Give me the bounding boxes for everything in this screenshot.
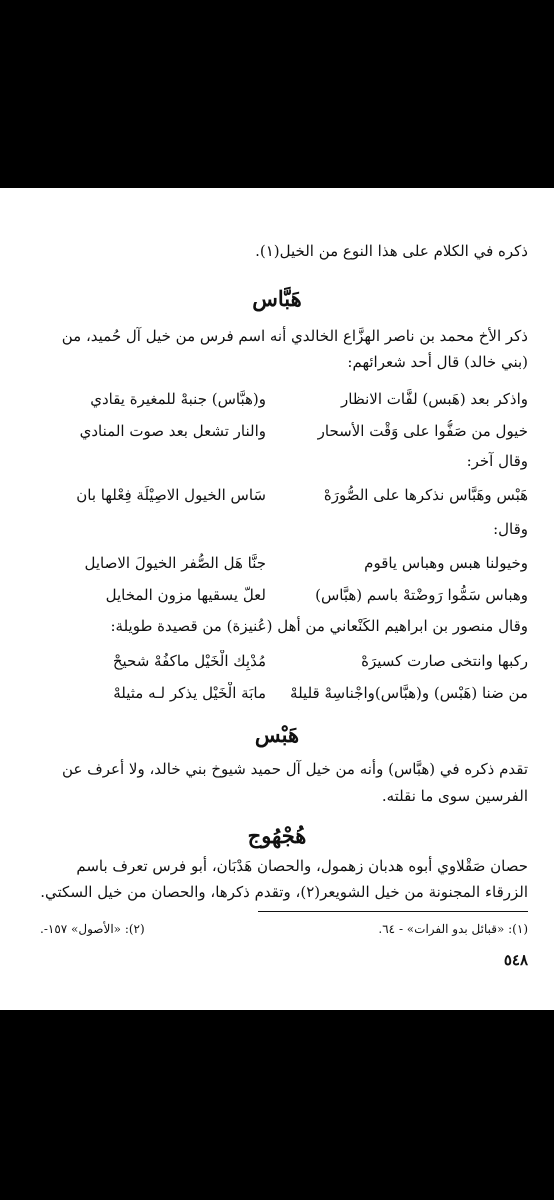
verse-intro: وقال منصور بن ابراهيم الكَنْعاني من أهل (عُنيزة) من قصيدة طويلة: (110, 617, 528, 635)
paragraph-line: (بني خالد) قال أحد شعرائهم: (347, 353, 528, 371)
verse-hemistich: وهباس سَمُّوا رَوضْتهْ باسم (هبَّاس) (315, 586, 528, 604)
verse-line (26, 584, 528, 606)
verse-intro: وقال آخر: (466, 452, 528, 470)
page-number: ٥٤٨ (503, 951, 528, 969)
section-title-habs: هَبْس (254, 722, 300, 747)
section-title-habbas: هَبَّاس (252, 286, 302, 311)
footnote-1: (١): «قبائل بدو الفرات» - ٦٤. (378, 922, 528, 936)
verse-hemistich: مابَة الْخَيْل يذكر لـه مثيلهْ (113, 684, 266, 702)
verse-hemistich: والنار تشعل بعد صوت المنادي (79, 422, 266, 440)
verse-hemistich: وخيولنا هبس وهباس ياقوم (364, 554, 528, 572)
verse-hemistich: مُدْبِك الْخَيْل ماكفُهْ شحيحْ (112, 652, 266, 670)
paragraph-line: تقدم ذكره في (هبَّاس) وأنه من خيل آل حميد شيوخ بني خالد، ولا أعرف عن (62, 760, 528, 778)
verse-hemistich: ركبها وانتخى صارت كسيرَهْ (361, 652, 528, 670)
verse-intro: وقال: (493, 520, 528, 538)
verse-hemistich: هَبْس وهَبَّاس نذكرها على الصُّورَهْ (323, 486, 528, 504)
intro-line: ذكره في الكلام على هذا النوع من الخيل(١). (255, 242, 528, 260)
verse-hemistich: واذكر بعد (هَبس) لفَّات الانظار (341, 390, 528, 408)
verse-line (26, 484, 528, 506)
section-title-hujhuj: هُجْهُوج (247, 823, 307, 848)
verse-hemistich: من ضنا (هَبْس) و(هبَّاس)واجْناسِهْ قليلهْ (290, 684, 528, 702)
paragraph-line: الفرسين سوى ما نقلته. (381, 787, 528, 805)
footnote-2: (٢): «الأصول» ١٥٧-. (40, 922, 145, 936)
paragraph-line: حصان صَقْلاوي أبوه هدبان زهمول، والحصان هَدْبَان، أبو فرس تعرف باسم (76, 857, 528, 875)
footnote-separator (258, 911, 528, 912)
verse-line (26, 420, 528, 442)
verse-hemistich: سَاس الخيول الاصِيْلَة فِعْلها بان (76, 486, 266, 504)
verse-hemistich: لعلّ يسقيها مزون المخايل (105, 586, 266, 604)
book-page (0, 188, 554, 1010)
verse-line (26, 552, 528, 574)
verse-hemistich: جنَّا هَل الصُّفر الخيولَ الاصايل (84, 554, 266, 572)
verse-hemistich: خيول من صَفُّوا على وَقْت الأسحار (317, 422, 528, 440)
paragraph-line: ذكر الأخ محمد بن ناصر الهزَّاع الخالدي أنه اسم فرس من خيل آل حُميد، من (61, 327, 528, 345)
paragraph-line: الزرقاء المجنونة من خيل الشويعر(٢)، وتقدم ذكرها، والحصان من خيل السكتي. (40, 883, 528, 901)
verse-line (26, 682, 528, 704)
verse-hemistich: و(هبَّاس) جنبهْ للمغيرة يقادي (90, 390, 266, 408)
verse-line (26, 388, 528, 410)
verse-line (26, 650, 528, 672)
